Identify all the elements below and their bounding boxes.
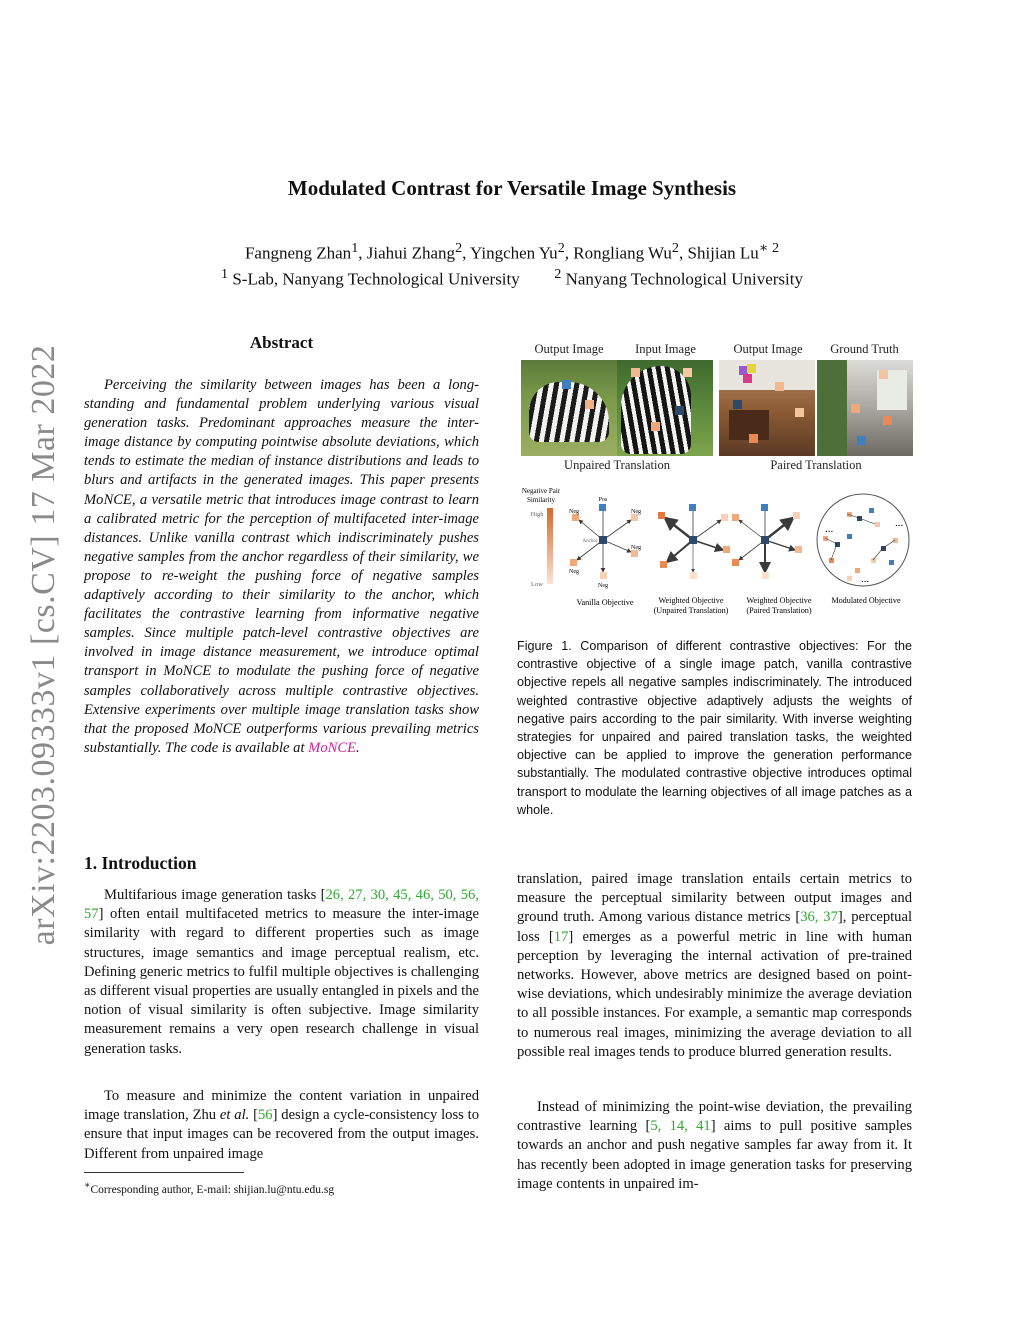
neg-node	[660, 561, 667, 568]
citation-link[interactable]: 26, 27, 30, 45, 46, 50, 56, 57	[84, 887, 479, 923]
abstract-body	[84, 376, 479, 758]
citation-link[interactable]: 56	[258, 1107, 273, 1124]
author-name: Fangneng Zhan	[244, 243, 352, 263]
paper-title: Modulated Contrast for Versatile Image Synthesis	[287, 176, 737, 200]
similarity-gradient-bar	[547, 508, 553, 584]
neg-node	[690, 572, 697, 579]
author-sup: 2	[557, 240, 565, 256]
author-name: Rongliang Wu	[573, 243, 672, 263]
author-sup: 2	[671, 240, 679, 256]
arxiv-id: arXiv:2203.09333v1 [cs.CV] 17 Mar 2022	[25, 344, 62, 946]
patch-neg	[683, 368, 692, 377]
neg-node	[658, 512, 665, 519]
affiliation: S-Lab, Nanyang Technological University	[232, 269, 520, 289]
text-run: ] emerges as a powerful metric in line with human perception by leveraging the internal activation of pre-trained networks. However, above metrics are designed based on point-wise deviations, which undesirably minimize the average deviation to all possible instances. For example, a semantic map corresponds to numerous real images, minimizing the average deviation to all possible real images tends to produce blurred generation results.	[517, 928, 913, 1060]
weighted-objective-paired	[732, 504, 802, 579]
code-link[interactable]: MoNCE	[308, 739, 357, 756]
zebra-input-image	[617, 360, 713, 456]
text-run: ] design a cycle-consistency loss to ensure that input images can be recovered from the output images. Different from unpaired image	[84, 1107, 479, 1162]
neg-node	[631, 550, 638, 557]
neg-node	[732, 559, 739, 566]
affil-sup: 1	[221, 266, 229, 282]
neg-label: Neg	[569, 569, 579, 575]
intro-paragraph-1	[84, 886, 479, 1059]
neg-label: Neg	[598, 583, 608, 589]
intro-paragraph-3	[517, 870, 912, 1062]
room-output-image	[719, 360, 815, 456]
subcaption-unpaired: Unpaired Translation	[564, 458, 670, 472]
zebra-output-image	[521, 360, 617, 456]
label-modulated: Modulated Objective	[831, 596, 901, 605]
author-name: Jiahui Zhang	[366, 243, 456, 263]
affil-sup: 2	[554, 266, 562, 282]
sim-low-label: Low	[531, 581, 543, 588]
pos-node	[761, 504, 768, 511]
abstract-text: Perceiving the similarity between images has been a long-standing and fundamental problem underlying various visual generation tasks. Predominant approaches measure the inter-image distance by computing pointwise absolute deviations, which tends to estimate the median of instance distributions and leads to blurs and artifacts in the generated images. This paper presents MoNCE, a versatile metric that introduces image contrast to learn a calibrated metric for the perception of multifaceted inter-image distances. Unlike vanilla contrast which indiscriminately pushes negative samples from the anchor regardless of their similarity, we propose to re-weight the pushing force of negative samples adaptively according to their similarity to the anchor, which facilitates the contrastive learning from informative negative samples. Since multiple patch-level contrastive objectives are involved in image distance measurement, we introduce optimal transport in MoNCE to modulate the pushing force of negative samples collaboratively across multiple contrastive objectives. Extensive experiments over multiple image translation tasks show that the proposed MoNCE outperforms various prevailing metrics substantially. The code is available at	[84, 377, 479, 756]
anchor-node	[689, 536, 697, 544]
neg-node	[723, 546, 730, 553]
text-run: ], perceptual loss [	[517, 909, 912, 945]
sim-title-1: Negative Pair	[521, 487, 561, 495]
neg-node	[570, 559, 577, 566]
room-ground-truth	[817, 360, 913, 456]
author-sup: ∗ 2	[758, 240, 780, 256]
patch-neg	[795, 408, 804, 417]
sim-title-2: Similarity	[527, 496, 555, 504]
citation-link[interactable]: 5, 14, 41	[650, 1118, 711, 1135]
subcaption-paired: Paired Translation	[770, 458, 862, 472]
neg-node	[631, 514, 638, 521]
label-unpaired: (Unpaired Translation)	[653, 606, 729, 615]
author-sup: 2	[455, 240, 463, 256]
seg-patch	[743, 374, 752, 383]
neg-label: Neg	[631, 509, 641, 515]
patch-neg	[775, 382, 784, 391]
label-weighted-2: Weighted Objective	[746, 596, 812, 605]
patch-neg	[585, 400, 594, 409]
citation-link[interactable]: 17	[553, 928, 569, 945]
footnote	[84, 1180, 479, 1196]
label-vanilla: Vanilla Objective	[576, 598, 634, 607]
ellipsis: ...	[895, 517, 904, 529]
text-run: Instead of minimizing the point-wise deviation, the prevailing contrastive learning [	[517, 1099, 912, 1135]
arxiv-sidebar	[22, 344, 66, 946]
ellipsis: ...	[861, 573, 870, 585]
patch-anchor	[675, 406, 684, 415]
neg-node	[793, 512, 800, 519]
intro-paragraph-4	[517, 1098, 912, 1194]
anchor-node	[599, 536, 607, 544]
abstract-end: .	[356, 739, 360, 756]
affiliation: Nanyang Technological University	[565, 269, 803, 289]
neg-node	[795, 546, 802, 553]
abstract-heading: Abstract	[249, 333, 314, 352]
pos-node	[689, 504, 696, 511]
label-paired: (Paired Translation)	[746, 606, 812, 615]
patch-neg	[631, 368, 640, 377]
text-run: To measure and minimize the content variation in unpaired image translation, Zhu	[84, 1088, 479, 1124]
modulated-objective	[817, 494, 909, 586]
neg-label: Neg	[569, 509, 579, 515]
text-run: ] aims to pull positive samples towards an anchor and push negative samples far away from it. It has recently been adopted in image generation tasks for preserving image contents in unpaired im-	[517, 1118, 912, 1192]
author-name: Shijian Lu	[687, 243, 759, 263]
header-output-image-2: Output Image	[733, 342, 803, 356]
footnote-mark: ∗	[84, 1180, 91, 1191]
sim-high-label: High	[530, 511, 544, 518]
patch-neg	[651, 422, 660, 431]
footnote-text: Corresponding author, E-mail: shijian.lu@ntu.edu.sg	[90, 1183, 335, 1196]
neg-node	[572, 514, 579, 521]
neg-node	[600, 572, 607, 579]
author-name: Yingchen Yu	[470, 243, 558, 263]
figure-caption: Figure 1. Comparison of different contrastive objectives: For the contrastive objective of a single image patch, vanilla contrastive objective repels all negative samples indiscriminately. The introduced weighted contrastive objective adaptively adjusts the weights of negative pairs according to the pair similarity. With inverse weighting strategies for unpaired and paired translation tasks, the weighted objective can be applied to improve the generation performance substantially. The modulated contrastive objective introduces optimal transport to modulate the learning objectives of all image patches as a whole.	[517, 639, 912, 817]
figure-photos	[517, 342, 912, 477]
neg-label: Neg	[631, 545, 641, 551]
header-output-image: Output Image	[534, 342, 604, 356]
patch-anchor	[733, 400, 742, 409]
patch-neg	[879, 370, 888, 379]
seg-patch	[747, 364, 756, 373]
citation-link[interactable]: 36, 37	[800, 909, 838, 926]
text-run: [	[249, 1107, 258, 1124]
objective-diagrams	[517, 484, 912, 619]
affiliations	[0, 266, 1024, 290]
pos-node	[599, 504, 606, 511]
anchor-label: Anchor	[582, 539, 598, 544]
intro-paragraph-2	[84, 1087, 479, 1164]
patch-neg	[851, 404, 860, 413]
neg-node	[762, 572, 769, 579]
author-sup: 1	[351, 240, 359, 256]
patch-neg	[749, 434, 758, 443]
label-weighted-1: Weighted Objective	[658, 596, 724, 605]
header-input-image: Input Image	[635, 342, 696, 356]
text-run: Multifarious image generation tasks [	[104, 887, 326, 903]
neg-node	[732, 514, 739, 521]
pos-label: Pos	[598, 497, 608, 503]
patch-neg	[883, 416, 892, 425]
et-al: et al.	[219, 1107, 250, 1124]
footnote-rule	[84, 1172, 244, 1173]
anchor-node	[761, 536, 769, 544]
weighted-objective-unpaired	[658, 504, 730, 579]
patch-pos	[562, 380, 571, 389]
ellipsis: ...	[825, 523, 834, 535]
author-list: Fangneng Zhan$^1$, Jiahui Zhang$^2$, Yingchen Yu$^2$, Rongliang Wu$^2$, Shijian $Lu^{∗ 2}$	[244, 240, 780, 263]
text-run: translation, paired image translation entails certain metrics to measure the perceptual similarity between output images and ground truth. Among various distance metrics [	[517, 871, 912, 926]
neg-node	[721, 514, 728, 521]
header-ground-truth: Ground Truth	[830, 342, 899, 356]
text-run: ] often entail multifaceted metrics to measure the inter-image similarity with regard to different properties such as image structures, image semantics and image perceptual realism, etc. Defining generic metrics to fulfil multiple objectives is challenging as different visual properties are usually entangled in pixels and the notion of visual similarity is often subjective. Image similarity measurement remains a very open research challenge in visual generation tasks.	[84, 906, 479, 1057]
section-heading-introduction: 1. Introduction	[84, 853, 197, 873]
patch-pos	[857, 436, 866, 445]
vanilla-objective	[569, 497, 641, 589]
